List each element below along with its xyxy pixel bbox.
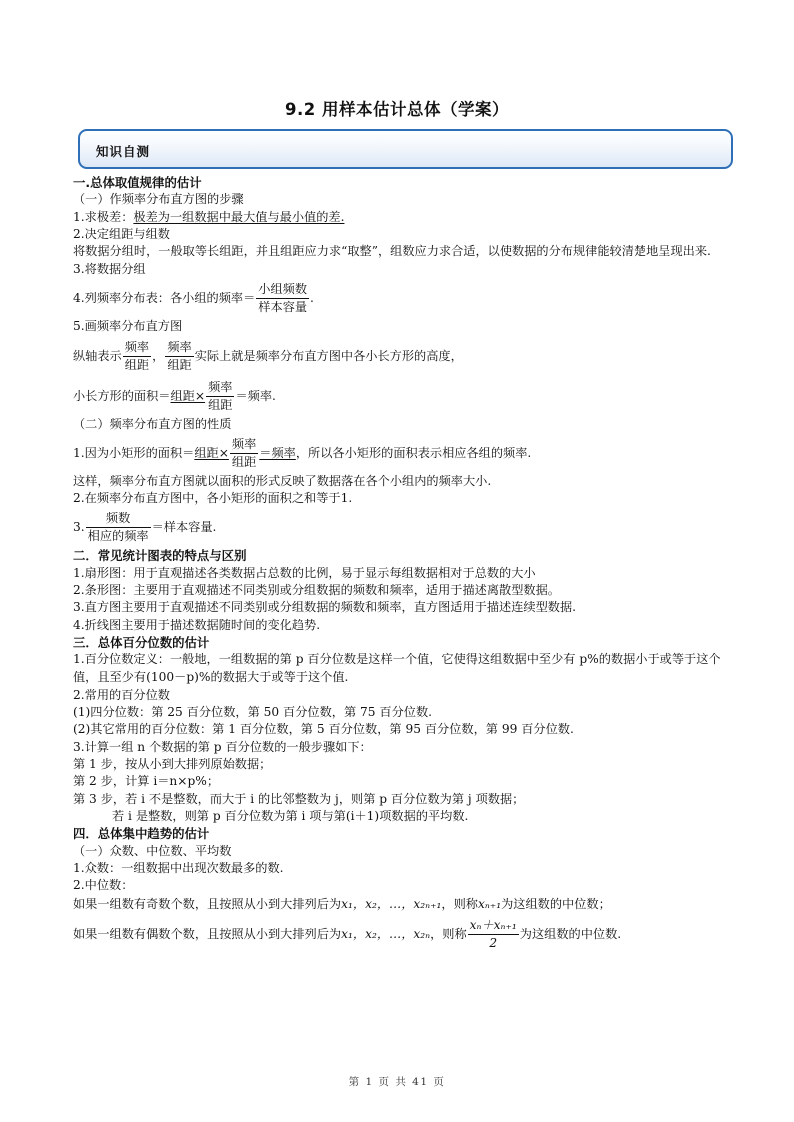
median-even: 如果一组数有偶数个数，且按照从小到大排列后为x₁，x₂，…，x₂ₙ，则称 $\frac{\text{xₙ＋xₙ₊₁}}{2}$ 为这组数的中位数.	[73, 917, 622, 950]
fraction: $\frac{\text{频数}}{\text{相应的频率}}$	[87, 511, 149, 544]
fraction: $\frac{\text{频率}}{\text{组距}}$	[124, 339, 150, 372]
fraction: $\frac{\text{xₙ＋xₙ₊₁}}{2}$	[469, 917, 517, 950]
section-banner	[78, 129, 733, 169]
list-item: (1)四分位数：第 25 百分位数，第 50 百分位数，第 75 百分位数.	[73, 705, 433, 720]
subheading: （一）作频率分布直方图的步骤	[73, 192, 244, 207]
list-item: 第 2 步，计算 i＝n×p%；	[73, 774, 220, 789]
list-item: 若 i 是整数，则第 p 百分位数为第 i 项与第(i＋1)项数据的平均数.	[112, 808, 469, 823]
paragraph: 1.百分位数定义：一般地，一组数据的第 p 百分位数是这样一个值，它使得这组数据中至少有 p%的数据小于或等于这个值，且至少有(100－p)%的数据大于或等于这个值.	[73, 652, 721, 685]
step-2: 2.决定组距与组数	[73, 226, 170, 241]
property-1: 1.因为小矩形的面积＝组距× $\frac{\text{频率}}{\text{组距}}$ ＝频率，所以各小矩形的面积表示相应各组的频率.	[73, 436, 532, 469]
list-item: 1.众数：一组数据中出现次数最多的数.	[73, 860, 284, 875]
section-heading-1: 一.总体取值规律的估计	[73, 175, 202, 190]
subheading: （一）众数、中位数、平均数	[73, 843, 232, 858]
paragraph: 将数据分组时，一般取等长组距，并且组距应力求“取整”，组数应力求合适，以使数据的分布规律能较清楚地呈现出来.	[73, 244, 711, 259]
property-3: 3. $\frac{\text{频数}}{\text{相应的频率}}$ ＝样本容量.	[73, 511, 217, 544]
list-item: 2.常用的百分位数	[73, 687, 170, 702]
step-1: 1.求极差：极差为一组数据中最大值与最小值的差.	[73, 209, 345, 224]
page-number: 第 1 页 共 41 页	[348, 1076, 446, 1088]
list-item: 3.直方图主要用于直观描述不同类别或分组数据的频数和频率，直方图适用于描述连续型数据.	[73, 600, 577, 615]
range-definition: 极差为一组数据中最大值与最小值的差.	[133, 209, 345, 224]
list-item: 2.条形图：主要用于直观描述不同类别或分组数据的频数和频率，适用于描述离散型数据。	[73, 583, 560, 598]
list-item: 1.扇形图：用于直观描述各类数据占总数的比例，易于显示每组数据相对于总数的大小	[73, 565, 536, 580]
page-title: 9.2 用样本估计总体（学案）	[285, 100, 509, 119]
banner-label: 知识自测	[96, 144, 151, 159]
list-item: 2.中位数：	[73, 878, 134, 893]
fraction: $\frac{\text{频率}}{\text{组距}}$	[167, 339, 192, 372]
section-heading-4: 四．总体集中趋势的估计	[73, 826, 210, 842]
list-item: (2)其它常用的百分位数：第 1 百分位数，第 5 百分位数，第 95 百分位数，第 99 百分位数.	[73, 722, 574, 737]
fraction: $\frac{\text{频率}}{\text{组距}}$	[231, 436, 257, 469]
list-item: 4.折线图主要用于描述数据随时间的变化趋势.	[73, 617, 321, 632]
step-3: 3.将数据分组	[73, 261, 146, 276]
subheading: （二）频率分布直方图的性质	[73, 416, 232, 431]
paragraph: 这样，频率分布直方图就以面积的形式反映了数据落在各个小组内的频率大小.	[73, 473, 492, 488]
formula-line: 纵轴表示 $\frac{\text{频率}}{\text{组距}}$ ， $\frac{\text{频率}}{\text{组距}}$ 实际上就是频率分布直方图中各小长方形的高度，	[73, 339, 463, 372]
section-heading-3: 三．总体百分位数的估计	[73, 634, 210, 650]
formula-line: 小长方形的面积＝组距× $\frac{\text{频率}}{\text{组距}}$ ＝频率.	[73, 379, 276, 412]
median-odd: 如果一组数有奇数个数，且按照从小到大排列后为x₁，x₂，…，x₂ₙ₊₁，则称xₙ₊₁为这组数的中位数；	[73, 897, 611, 912]
step-4: 4.列频率分布表：各小组的频率＝ $\frac{\text{小组频数}}{\text{样本容量}}$ .	[73, 282, 314, 315]
list-item: 第 1 步，按从小到大排列原始数据；	[73, 757, 272, 772]
fraction: $\frac{\text{频率}}{\text{组距}}$	[208, 379, 233, 412]
step-5: 5.画频率分布直方图	[73, 319, 183, 334]
property-2: 2.在频率分布直方图中，各小矩形的面积之和等于1.	[73, 491, 353, 506]
list-item: 3.计算一组 n 个数据的第 p 百分位数的一般步骤如下：	[73, 739, 372, 754]
list-item: 第 3 步，若 i 不是整数，而大于 i 的比邻整数为 j，则第 p 百分位数为第 j 项数据；	[73, 791, 525, 806]
document-body	[73, 174, 743, 954]
fraction: $\frac{\text{小组频数}}{\text{样本容量}}$	[258, 282, 308, 315]
section-heading-2: 二．常见统计图表的特点与区别	[73, 548, 247, 564]
